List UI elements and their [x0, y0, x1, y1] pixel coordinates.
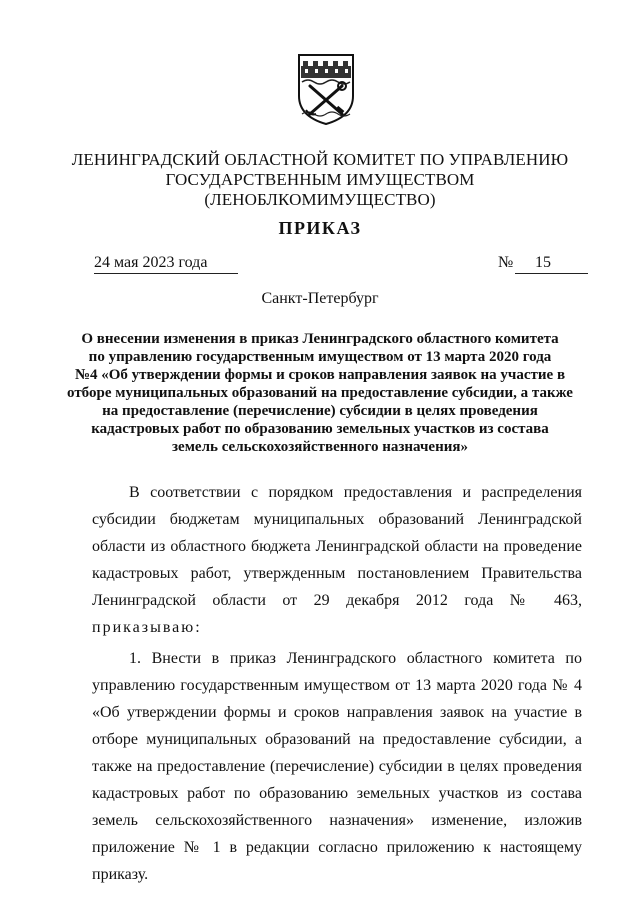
body-paragraph-2: 1. Внести в приказ Ленинградского областного комитета по управлению государственным имуществом от 13 марта 2020 года № 4 «Об утверждении формы и сроков направления заявок на участие в отборе муниципальных образований на предоставление субсидии, а также на предоставление (перечисление) субсидии в целях проведения кадастровых работ по образованию земельных участков из состава земель сельскохозяйственного назначения» изменение, изложив приложение № 1 в редакции согласно приложению к настоящему приказу.	[92, 650, 582, 883]
document-date: 24 мая 2023 года	[94, 254, 238, 274]
document-number: 15	[515, 254, 588, 274]
preamble-text: В соответствии с порядком предоставления и распределения субсидии бюджетам муниципальных образований Ленинградской области из областного бюджета Ленинградской области на проведение кадастровых работ, утвержденным постановлением Правительства Ленинградской области от 29 декабря 2012 года № 463,	[92, 484, 582, 609]
body-paragraph-1	[92, 479, 582, 641]
org-line-3: (ЛЕНОБЛКОМИМУЩЕСТВО)	[204, 190, 436, 209]
document-subject	[0, 330, 640, 456]
org-line-2: ГОСУДАРСТВЕННЫМ ИМУЩЕСТВОМ	[165, 170, 475, 189]
number-label: №	[498, 254, 514, 271]
subject-line: кадастровых работ по образованию земельных участков из состава	[91, 421, 549, 437]
order-word: приказываю:	[92, 619, 202, 636]
subject-line: на предоставление (перечисление) субсидии в целях проведения	[102, 403, 538, 419]
subject-line: по управлению государственным имуществом от 13 марта 2020 года	[88, 349, 552, 365]
subject-line: земель сельскохозяйственного назначения»	[172, 439, 468, 455]
organization-name	[0, 150, 640, 210]
subject-line: отборе муниципальных образований на предоставление субсидии, а также	[67, 385, 573, 401]
subject-line: №4 «Об утверждении формы и сроков направления заявок на участие в	[74, 367, 566, 383]
subject-line: О внесении изменения в приказ Ленинградского областного комитета	[81, 331, 559, 347]
org-line-1: ЛЕНИНГРАДСКИЙ ОБЛАСТНОЙ КОМИТЕТ ПО УПРАВЛЕНИЮ	[71, 150, 569, 169]
document-title: ПРИКАЗ	[278, 218, 362, 238]
coat-of-arms-icon	[296, 52, 356, 126]
document-city: Санкт-Петербург	[261, 290, 379, 307]
document-body	[92, 479, 582, 888]
